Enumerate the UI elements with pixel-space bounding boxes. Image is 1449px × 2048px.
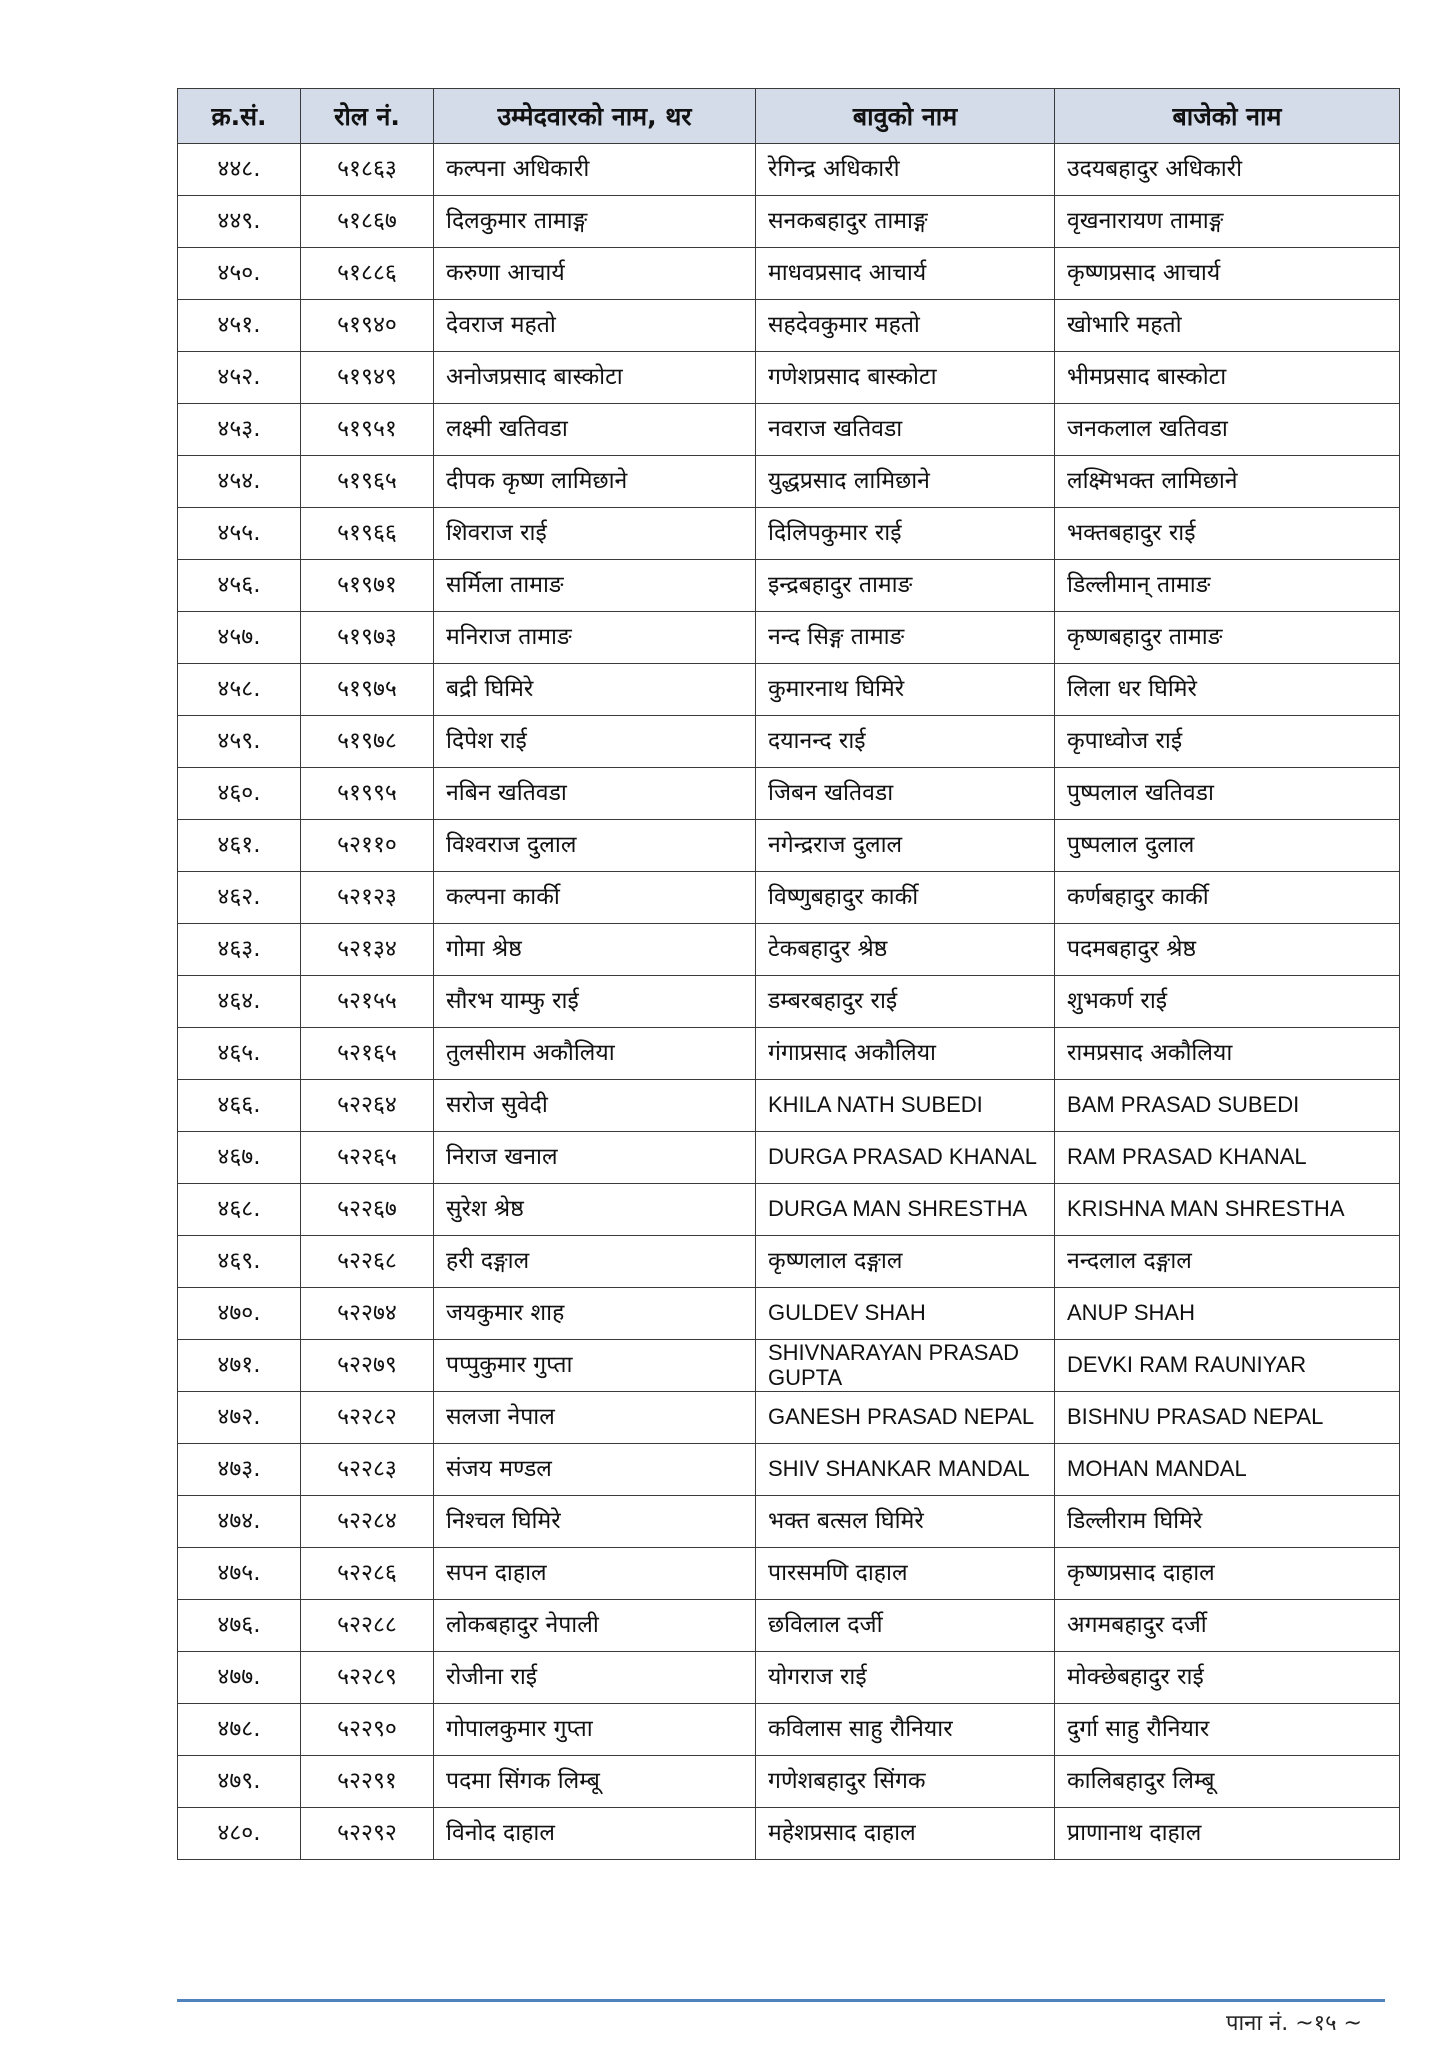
candidate-name-cell: संजय मण्डल [434, 1444, 756, 1496]
grandfather-name-cell: कृष्णप्रसाद आचार्य [1055, 248, 1400, 300]
roll-number-cell: ५२२७९ [301, 1340, 434, 1392]
serial-cell: ४५३. [178, 404, 301, 456]
roll-number-cell: ५२१२३ [301, 872, 434, 924]
father-name-cell: GULDEV SHAH [756, 1288, 1055, 1340]
table-row [178, 924, 1400, 976]
candidate-name-cell: हरी दङ्गाल [434, 1236, 756, 1288]
serial-cell: ४५५. [178, 508, 301, 560]
candidate-name-cell: निराज खनाल [434, 1132, 756, 1184]
table-row [178, 1132, 1400, 1184]
father-name-cell: डम्बरबहादुर राई [756, 976, 1055, 1028]
candidate-name-cell: शिवराज राई [434, 508, 756, 560]
roll-number-cell: ५१९९५ [301, 768, 434, 820]
father-name-cell: नवराज खतिवडा [756, 404, 1055, 456]
table-row [178, 1808, 1400, 1860]
father-name-cell: नन्द सिङ्ग तामाङ [756, 612, 1055, 664]
roll-number-cell: ५१९७८ [301, 716, 434, 768]
serial-cell: ४६९. [178, 1236, 301, 1288]
father-name-cell: टेकबहादुर श्रेष्ठ [756, 924, 1055, 976]
grandfather-name-cell: डिल्लीमान् तामाङ [1055, 560, 1400, 612]
grandfather-name-cell: BISHNU PRASAD NEPAL [1055, 1392, 1400, 1444]
table-row [178, 768, 1400, 820]
serial-cell: ४७८. [178, 1704, 301, 1756]
candidate-name-cell: लोकबहादुर नेपाली [434, 1600, 756, 1652]
table-row [178, 196, 1400, 248]
father-name-cell: SHIV SHANKAR MANDAL [756, 1444, 1055, 1496]
table-row [178, 1184, 1400, 1236]
table-row [178, 1756, 1400, 1808]
father-name-cell: गणेशबहादुर सिंगक [756, 1756, 1055, 1808]
header-serial: क्र.सं. [178, 89, 301, 144]
candidate-name-cell: अनोजप्रसाद बास्कोटा [434, 352, 756, 404]
grandfather-name-cell: कृपाध्वोज राई [1055, 716, 1400, 768]
table-row [178, 456, 1400, 508]
roll-number-cell: ५२२६४ [301, 1080, 434, 1132]
serial-cell: ४८०. [178, 1808, 301, 1860]
footer-divider [177, 1999, 1385, 2002]
serial-cell: ४५६. [178, 560, 301, 612]
serial-cell: ४४८. [178, 144, 301, 196]
roll-number-cell: ५१९६६ [301, 508, 434, 560]
father-name-cell: DURGA PRASAD KHANAL [756, 1132, 1055, 1184]
table-row [178, 248, 1400, 300]
candidate-name-cell: दिपेश राई [434, 716, 756, 768]
table-row [178, 1444, 1400, 1496]
candidate-name-cell: कल्पना कार्की [434, 872, 756, 924]
table-header [178, 89, 1400, 144]
serial-cell: ४५८. [178, 664, 301, 716]
table-row [178, 352, 1400, 404]
results-sheet [177, 88, 1399, 1860]
serial-cell: ४५७. [178, 612, 301, 664]
serial-cell: ४७६. [178, 1600, 301, 1652]
table-row [178, 508, 1400, 560]
table-row [178, 612, 1400, 664]
grandfather-name-cell: कृष्णबहादुर तामाङ [1055, 612, 1400, 664]
header-grandfather-name: बाजेको नाम [1055, 89, 1400, 144]
father-name-cell: DURGA MAN SHRESTHA [756, 1184, 1055, 1236]
father-name-cell: दिलिपकुमार राई [756, 508, 1055, 560]
candidate-name-cell: रोजीना राई [434, 1652, 756, 1704]
candidate-name-cell: विनोद दाहाल [434, 1808, 756, 1860]
candidate-name-cell: सलजा नेपाल [434, 1392, 756, 1444]
father-name-cell: विष्णुबहादुर कार्की [756, 872, 1055, 924]
roll-number-cell: ५२२८३ [301, 1444, 434, 1496]
grandfather-name-cell: खोभारि महतो [1055, 300, 1400, 352]
serial-cell: ४६३. [178, 924, 301, 976]
serial-cell: ४५१. [178, 300, 301, 352]
roll-number-cell: ५२१३४ [301, 924, 434, 976]
candidate-name-cell: सुरेश श्रेष्ठ [434, 1184, 756, 1236]
serial-cell: ४४९. [178, 196, 301, 248]
table-row [178, 1496, 1400, 1548]
grandfather-name-cell: भीमप्रसाद बास्कोटा [1055, 352, 1400, 404]
roll-number-cell: ५२२८८ [301, 1600, 434, 1652]
serial-cell: ४५४. [178, 456, 301, 508]
father-name-cell: GANESH PRASAD NEPAL [756, 1392, 1055, 1444]
father-name-cell: योगराज राई [756, 1652, 1055, 1704]
father-name-cell: गंगाप्रसाद अकौलिया [756, 1028, 1055, 1080]
table-row [178, 1392, 1400, 1444]
serial-cell: ४७९. [178, 1756, 301, 1808]
table-row [178, 560, 1400, 612]
grandfather-name-cell: कर्णबहादुर कार्की [1055, 872, 1400, 924]
father-name-cell: सहदेवकुमार महतो [756, 300, 1055, 352]
grandfather-name-cell: अगमबहादुर दर्जी [1055, 1600, 1400, 1652]
serial-cell: ४७१. [178, 1340, 301, 1392]
grandfather-name-cell: BAM PRASAD SUBEDI [1055, 1080, 1400, 1132]
roll-number-cell: ५२२७४ [301, 1288, 434, 1340]
serial-cell: ४६८. [178, 1184, 301, 1236]
serial-cell: ४६२. [178, 872, 301, 924]
father-name-cell: जिबन खतिवडा [756, 768, 1055, 820]
table-row [178, 1652, 1400, 1704]
page-number: पाना नं. ~१५ ~ [1225, 2011, 1362, 2036]
grandfather-name-cell: MOHAN MANDAL [1055, 1444, 1400, 1496]
grandfather-name-cell: पुष्पलाल दुलाल [1055, 820, 1400, 872]
serial-cell: ४७७. [178, 1652, 301, 1704]
candidate-name-cell: सौरभ याम्फु राई [434, 976, 756, 1028]
grandfather-name-cell: डिल्लीराम घिमिरे [1055, 1496, 1400, 1548]
grandfather-name-cell: उदयबहादुर अधिकारी [1055, 144, 1400, 196]
table-row [178, 1704, 1400, 1756]
father-name-cell: युद्धप्रसाद लामिछाने [756, 456, 1055, 508]
candidate-name-cell: मनिराज तामाङ [434, 612, 756, 664]
grandfather-name-cell: नन्दलाल दङ्गाल [1055, 1236, 1400, 1288]
grandfather-name-cell: लिला धर घिमिरे [1055, 664, 1400, 716]
grandfather-name-cell: पुष्पलाल खतिवडा [1055, 768, 1400, 820]
grandfather-name-cell: मोक्छेबहादुर राई [1055, 1652, 1400, 1704]
roll-number-cell: ५१८८६ [301, 248, 434, 300]
table-row [178, 1340, 1400, 1392]
serial-cell: ४५९. [178, 716, 301, 768]
father-name-cell: गणेशप्रसाद बास्कोटा [756, 352, 1055, 404]
roll-number-cell: ५२२६५ [301, 1132, 434, 1184]
table-row [178, 1600, 1400, 1652]
serial-cell: ४५०. [178, 248, 301, 300]
table-row [178, 872, 1400, 924]
father-name-cell: दयानन्द राई [756, 716, 1055, 768]
serial-cell: ४७२. [178, 1392, 301, 1444]
table-row [178, 716, 1400, 768]
father-name-cell: नगेन्द्रराज दुलाल [756, 820, 1055, 872]
candidate-name-cell: निश्चल घिमिरे [434, 1496, 756, 1548]
candidate-name-cell: दिलकुमार तामाङ्ग [434, 196, 756, 248]
candidate-name-cell: नबिन खतिवडा [434, 768, 756, 820]
candidate-name-cell: विश्वराज दुलाल [434, 820, 756, 872]
roll-number-cell: ५१९४० [301, 300, 434, 352]
table-row [178, 820, 1400, 872]
roll-number-cell: ५१९७१ [301, 560, 434, 612]
table-row [178, 1548, 1400, 1600]
grandfather-name-cell: प्राणानाथ दाहाल [1055, 1808, 1400, 1860]
roll-number-cell: ५१९७५ [301, 664, 434, 716]
father-name-cell: कुमारनाथ घिमिरे [756, 664, 1055, 716]
roll-number-cell: ५२१६५ [301, 1028, 434, 1080]
serial-cell: ४६१. [178, 820, 301, 872]
roll-number-cell: ५२२८६ [301, 1548, 434, 1600]
roll-number-cell: ५१८६३ [301, 144, 434, 196]
candidate-name-cell: पप्पुकुमार गुप्ता [434, 1340, 756, 1392]
grandfather-name-cell: जनकलाल खतिवडा [1055, 404, 1400, 456]
father-name-cell: कृष्णलाल दङ्गाल [756, 1236, 1055, 1288]
grandfather-name-cell: ANUP SHAH [1055, 1288, 1400, 1340]
father-name-cell: छविलाल दर्जी [756, 1600, 1055, 1652]
candidate-name-cell: दीपक कृष्ण लामिछाने [434, 456, 756, 508]
grandfather-name-cell: शुभकर्ण राई [1055, 976, 1400, 1028]
father-name-cell: भक्त बत्सल घिमिरे [756, 1496, 1055, 1548]
roll-number-cell: ५२२९० [301, 1704, 434, 1756]
table-body [178, 144, 1400, 1860]
header-candidate-name: उम्मेदवारको नाम, थर [434, 89, 756, 144]
table-row [178, 1236, 1400, 1288]
candidate-name-cell: कल्पना अधिकारी [434, 144, 756, 196]
candidate-name-cell: गोपालकुमार गुप्ता [434, 1704, 756, 1756]
roll-number-cell: ५२२९२ [301, 1808, 434, 1860]
candidate-name-cell: सपन दाहाल [434, 1548, 756, 1600]
serial-cell: ४६५. [178, 1028, 301, 1080]
roll-number-cell: ५२२६७ [301, 1184, 434, 1236]
father-name-cell: माधवप्रसाद आचार्य [756, 248, 1055, 300]
grandfather-name-cell: पदमबहादुर श्रेष्ठ [1055, 924, 1400, 976]
candidate-name-cell: तुलसीराम अकौलिया [434, 1028, 756, 1080]
roll-number-cell: ५२२८९ [301, 1652, 434, 1704]
table-row [178, 404, 1400, 456]
serial-cell: ४५२. [178, 352, 301, 404]
table-row [178, 976, 1400, 1028]
roll-number-cell: ५२२६८ [301, 1236, 434, 1288]
candidate-name-cell: देवराज महतो [434, 300, 756, 352]
roll-number-cell: ५१९४९ [301, 352, 434, 404]
grandfather-name-cell: दुर्गा साहु रौनियार [1055, 1704, 1400, 1756]
table-row [178, 1028, 1400, 1080]
roll-number-cell: ५२२८४ [301, 1496, 434, 1548]
table-row [178, 1288, 1400, 1340]
serial-cell: ४६०. [178, 768, 301, 820]
candidate-name-cell: लक्ष्मी खतिवडा [434, 404, 756, 456]
candidate-table [177, 88, 1400, 1860]
candidate-name-cell: जयकुमार शाह [434, 1288, 756, 1340]
grandfather-name-cell: लक्ष्मिभक्त लामिछाने [1055, 456, 1400, 508]
roll-number-cell: ५१८६७ [301, 196, 434, 248]
grandfather-name-cell: कृष्णप्रसाद दाहाल [1055, 1548, 1400, 1600]
father-name-cell: KHILA NATH SUBEDI [756, 1080, 1055, 1132]
serial-cell: ४७५. [178, 1548, 301, 1600]
father-name-cell: सनकबहादुर तामाङ्ग [756, 196, 1055, 248]
table-row [178, 300, 1400, 352]
serial-cell: ४७३. [178, 1444, 301, 1496]
candidate-name-cell: बद्री घिमिरे [434, 664, 756, 716]
roll-number-cell: ५२११० [301, 820, 434, 872]
grandfather-name-cell: RAM PRASAD KHANAL [1055, 1132, 1400, 1184]
roll-number-cell: ५१९५१ [301, 404, 434, 456]
father-name-cell: रेगिन्द्र अधिकारी [756, 144, 1055, 196]
serial-cell: ४७०. [178, 1288, 301, 1340]
grandfather-name-cell: कालिबहादुर लिम्बू [1055, 1756, 1400, 1808]
grandfather-name-cell: वृखनारायण तामाङ्ग [1055, 196, 1400, 248]
serial-cell: ४६६. [178, 1080, 301, 1132]
header-row [178, 89, 1400, 144]
serial-cell: ४६७. [178, 1132, 301, 1184]
roll-number-cell: ५२१५५ [301, 976, 434, 1028]
grandfather-name-cell: भक्तबहादुर राई [1055, 508, 1400, 560]
father-name-cell: इन्द्रबहादुर तामाङ [756, 560, 1055, 612]
roll-number-cell: ५१९७३ [301, 612, 434, 664]
candidate-name-cell: पदमा सिंगक लिम्बू [434, 1756, 756, 1808]
roll-number-cell: ५१९६५ [301, 456, 434, 508]
table-row [178, 144, 1400, 196]
serial-cell: ४६४. [178, 976, 301, 1028]
father-name-cell: पारसमणि दाहाल [756, 1548, 1055, 1600]
grandfather-name-cell: रामप्रसाद अकौलिया [1055, 1028, 1400, 1080]
candidate-name-cell: सरोज सुवेदी [434, 1080, 756, 1132]
roll-number-cell: ५२२९१ [301, 1756, 434, 1808]
table-row [178, 664, 1400, 716]
header-roll-number: रोल नं. [301, 89, 434, 144]
roll-number-cell: ५२२८२ [301, 1392, 434, 1444]
father-name-cell: कविलास साहु रौनियार [756, 1704, 1055, 1756]
serial-cell: ४७४. [178, 1496, 301, 1548]
header-father-name: बावुको नाम [756, 89, 1055, 144]
candidate-name-cell: गोमा श्रेष्ठ [434, 924, 756, 976]
candidate-name-cell: सर्मिला तामाङ [434, 560, 756, 612]
father-name-cell: महेशप्रसाद दाहाल [756, 1808, 1055, 1860]
father-name-cell: SHIVNARAYAN PRASAD GUPTA [756, 1340, 1055, 1392]
grandfather-name-cell: KRISHNA MAN SHRESTHA [1055, 1184, 1400, 1236]
candidate-name-cell: करुणा आचार्य [434, 248, 756, 300]
table-row [178, 1080, 1400, 1132]
grandfather-name-cell: DEVKI RAM RAUNIYAR [1055, 1340, 1400, 1392]
